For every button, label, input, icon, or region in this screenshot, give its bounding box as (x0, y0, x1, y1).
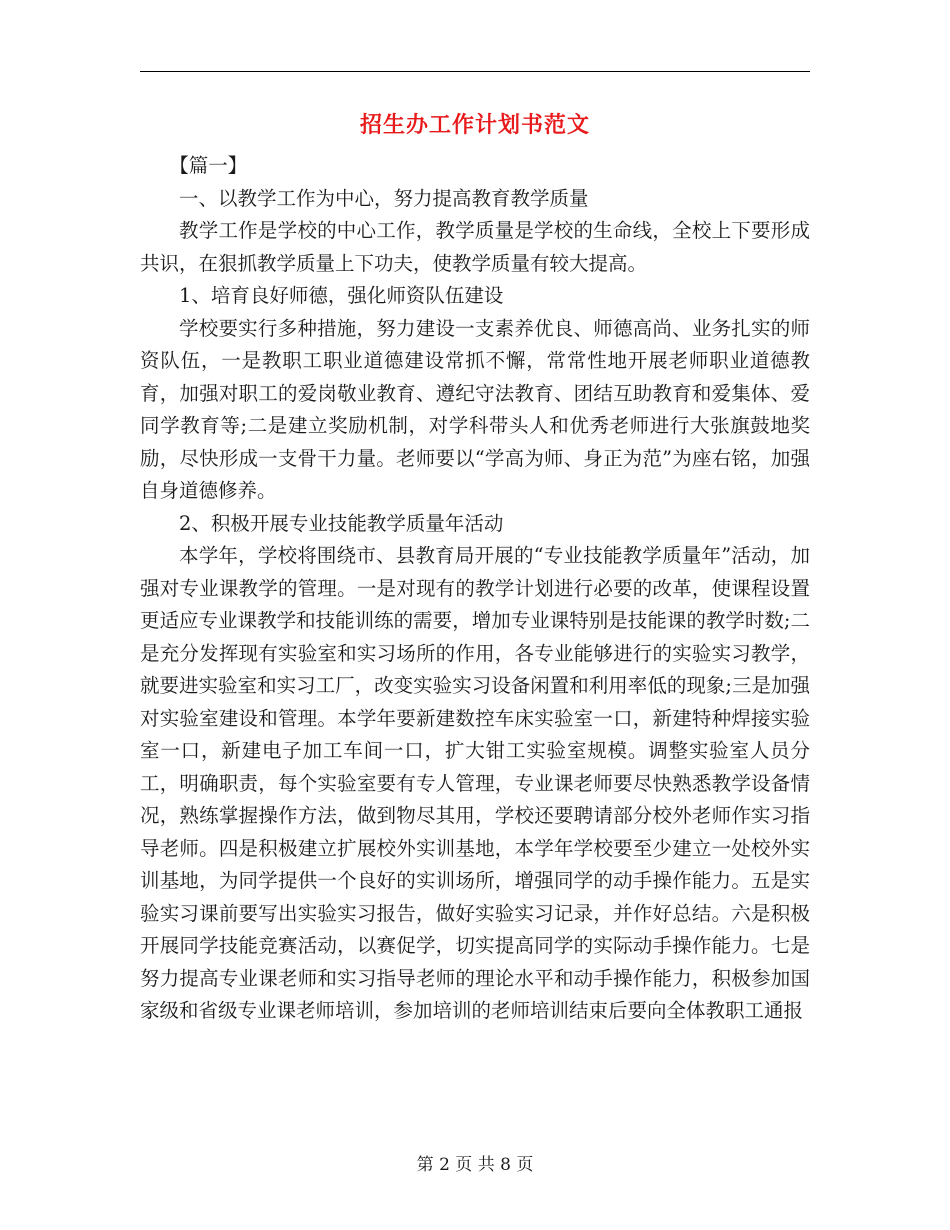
body-paragraph: 学校要实行多种措施，努力建设一支素养优良、师德高尚、业务扎实的师资队伍，一是教职工职业道德建设常抓不懈，常常性地开展老师职业道德教育，加强对职工的爱岗敬业教育、遵纪守法教育、团结互助教育和爱集体、爱同学教育等;二是建立奖励机制，对学科带头人和优秀老师进行大张旗鼓地奖励，尽快形成一支骨干力量。老师要以“学高为师、身正为范”为座右铭，加强自身道德修养。 (140, 316, 810, 502)
body-paragraph: 教学工作是学校的中心工作，教学质量是学校的生命线，全校上下要形成共识，在狠抓教学质量上下功夫，使教学质量有较大提高。 (140, 219, 810, 275)
document-title: 招生办工作计划书范文 (359, 112, 590, 138)
header-rule (140, 71, 810, 72)
document-body (140, 108, 810, 1028)
section-heading: 一、以教学工作为中心，努力提高教育教学质量 (179, 186, 589, 210)
body-paragraph: 本学年，学校将围绕市、县教育局开展的“专业技能教学质量年”活动，加强对专业课教学的管理。一是对现有的教学计划进行必要的改革，使课程设置更适应专业课教学和技能训练的需要，增加专业课特别是技能课的教学时数;二是充分发挥现有实验室和实习场所的作用，各专业能够进行的实验实习教学，就要进实验室和实习工厂，改变实验实习设备闲置和利用率低的现象;三是加强对实验室建设和管理。本学年要新建数控车床实验室一口，新建特种焊接实验室一口，新建电子加工车间一口，扩大钳工实验室规模。调整实验室人员分工，明确职责，每个实验室要有专人管理，专业课老师要尽快熟悉教学设备情况，熟练掌握操作方法，做到物尽其用，学校还要聘请部分校外老师作实习指导老师。四是积极建立扩展校外实训基地，本学年学校要至少建立一处校外实训基地，为同学提供一个良好的实训场所，增强同学的动手操作能力。五是实验实习课前要写出实验实习报告，做好实验实习记录，并作好总结。六是积极开展同学技能竞赛活动，以赛促学，切实提高同学的实际动手操作能力。七是努力提高专业课老师和实习指导老师的理论水平和动手操作能力，积极参加国家级和省级专业课老师培训，参加培训的老师培训结束后要向全体教职工通报 (140, 544, 810, 1022)
section-label: 【篇一】 (169, 154, 248, 177)
page-number: 第 2 页 共 8 页 (416, 1155, 534, 1175)
subsection-heading: 2、积极开展专业技能教学质量年活动 (179, 511, 504, 535)
subsection-heading: 1、培育良好师德，强化师资队伍建设 (179, 284, 504, 307)
